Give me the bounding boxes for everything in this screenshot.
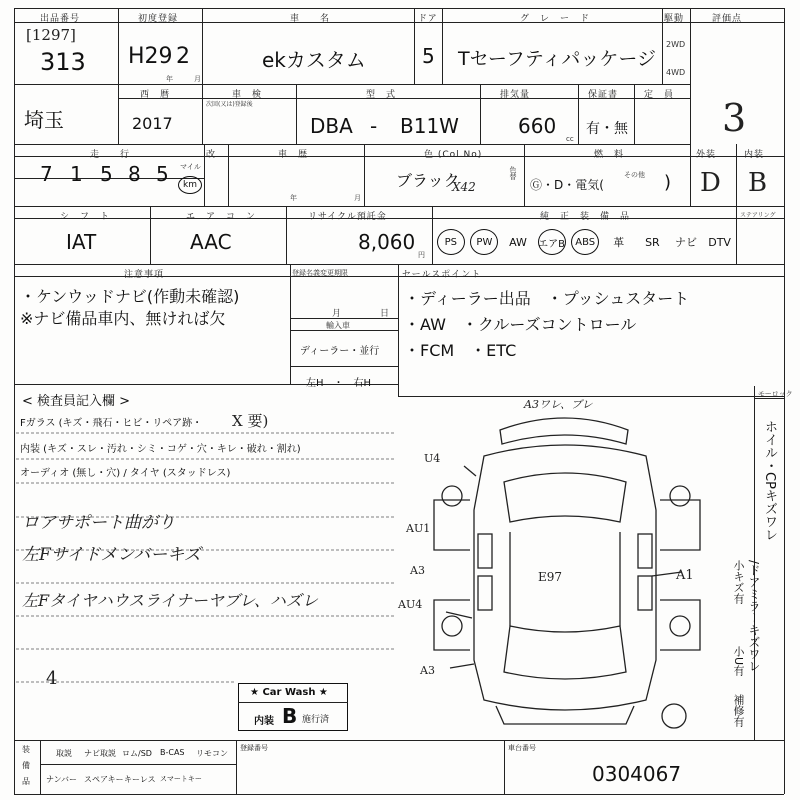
hand-note-3: 左Fタイヤハウスライナーヤブレ、ハズレ [22, 591, 318, 610]
diagram-mark-5: AU4 [398, 598, 423, 611]
exterior-label: 外装 [696, 150, 717, 160]
equipment-dtv-8: DTV [708, 235, 731, 249]
displacement: 660 [518, 114, 557, 138]
row1-div3 [414, 8, 415, 84]
footer-col1-3: 品 [22, 777, 30, 786]
equipment--7: ナビ [675, 236, 697, 249]
sales-point-3: ・FCM ・ETC [404, 341, 517, 360]
row3-div2 [228, 144, 229, 206]
diagram-mark-4: A3 [410, 564, 425, 577]
footer-div1 [40, 740, 41, 794]
margin-mark: 4 [46, 668, 58, 689]
car-name-label: 車 名 [290, 14, 331, 24]
row1-bottom [14, 84, 690, 85]
footer-col1-1: 装 [22, 745, 30, 754]
grade-label: グ レ ー ド [520, 14, 591, 24]
footer-r1-3: ロム/SD [122, 749, 152, 758]
car-diagram [400, 400, 750, 740]
drive-label: 駆動 [664, 14, 685, 24]
row4-div2 [286, 206, 287, 264]
equipment-ps-0: PS [437, 229, 465, 255]
reg-deadline-label: 登録名義変更期限 [292, 269, 348, 277]
yen-unit: 円 [418, 251, 425, 259]
car-name: ekカスタム [262, 48, 366, 72]
recycle-label: リサイクル預託金 [308, 212, 387, 222]
footer-r1-2: ナビ取説 [84, 749, 116, 758]
ac: AAC [190, 230, 232, 254]
handle-line [290, 366, 398, 367]
doors: 5 [422, 44, 435, 68]
diagram-mark-7: E97 [538, 570, 563, 584]
row4-bottom [14, 264, 784, 265]
car-wash-line [238, 702, 348, 703]
color-label: 色 (Col.No) [424, 150, 483, 160]
sales-point-2: ・AW ・クルーズコントロール [404, 315, 637, 334]
row4-header-line [14, 218, 784, 219]
footer-div3 [504, 740, 505, 794]
sales-label: セールスポイント [402, 270, 482, 280]
footer-r1-5: リモコン [196, 749, 228, 758]
equipment-pw-1: PW [470, 229, 498, 255]
row2-div1 [296, 84, 297, 144]
row2-bottom [14, 144, 690, 145]
notes-div2 [398, 264, 399, 396]
year: 2017 [132, 114, 173, 133]
legend-1: ホイル・CPキズワレ [762, 420, 777, 541]
inspection-line-1: Fガラス (キズ・飛石・ヒビ・リペア跡・ [20, 418, 203, 429]
year-label: 西 暦 [140, 90, 171, 100]
sales-point-1: ・ディーラー出品 ・プッシュスタート [404, 289, 690, 308]
lot-bracket: [1297] [26, 26, 76, 44]
fuel-options: Ⓖ・D・電気( [530, 178, 604, 192]
inspection-ruled-lines [16, 420, 396, 720]
diagram-mark-2: U4 [424, 452, 441, 465]
import-value: ディーラー・並行 [300, 346, 380, 357]
footer-r1-1: 取説 [56, 749, 72, 758]
lot-number: 313 [40, 48, 86, 76]
row3-div1 [204, 144, 205, 206]
caution-line-1: ・ケンウッドナビ(作動未確認) [20, 287, 240, 306]
car-wash-title: ★ Car Wash ★ [250, 687, 328, 698]
footer-r2-3: キーレス [124, 775, 156, 784]
handle-value: 左H ・ 右H [306, 378, 372, 389]
row2-div4 [634, 84, 635, 144]
color-change: 色替 [509, 166, 517, 180]
row1-div4 [442, 8, 443, 84]
first-reg-label: 初度登録 [138, 14, 179, 24]
mileage-digit-5: 5 [156, 162, 169, 186]
shift-label: シ フ ト [60, 212, 111, 222]
border-top [14, 8, 784, 9]
border-right [784, 8, 785, 794]
modify-label: 改 [206, 150, 217, 160]
model-label: 型 式 [366, 90, 397, 100]
border-bottom [14, 794, 784, 795]
first-reg-era: H29 [128, 44, 173, 69]
row4-div4 [736, 206, 737, 264]
mileage-unit-mile: マイル [180, 163, 201, 171]
row1-div6 [690, 8, 691, 144]
shaken-sub: 次回(又は)登録後 [206, 101, 253, 108]
interior-grade: B [748, 168, 768, 198]
diagram-mark-3: AU1 [406, 522, 431, 535]
equipment-b-3: エアB [538, 229, 566, 255]
model-prefix: DBA [310, 114, 353, 138]
displacement-label: 排気量 [500, 90, 531, 100]
lot-label: 出品番号 [40, 14, 81, 24]
history-month: 月 [354, 194, 361, 202]
mileage-digit-3: 5 [100, 162, 113, 186]
equipment-sr-6: SR [645, 235, 660, 249]
color-code: X42 [452, 180, 476, 194]
mileage-digit-4: 8 [128, 162, 141, 186]
row1-div5 [662, 8, 663, 84]
equipment-label: 純 正 装 備 品 [540, 212, 631, 222]
shaken-label: 車 検 [232, 90, 263, 100]
grade: Tセーフティパッケージ [458, 48, 656, 70]
fuel-label: 燃 料 [594, 150, 625, 160]
footer-r1-4: B-CAS [160, 748, 185, 757]
score-label: 評価点 [712, 14, 743, 24]
legend-3: 小キズ有 [732, 560, 745, 604]
warranty: 有・無 [586, 121, 628, 137]
first-reg-month: 2 [176, 44, 190, 69]
history-label: 車 歴 [278, 150, 309, 160]
diagram-mark-8: A1 [676, 568, 694, 583]
caution-line-2: ※ナビ備品車内、無ければ欠 [20, 309, 226, 328]
equipment-abs-4: ABS [571, 229, 599, 255]
diagram-mark-1: A3ワレ、ブレ [524, 398, 593, 411]
drive-4wd: 4WD [666, 68, 686, 77]
mileage-unit-km: km [178, 176, 202, 194]
caution-label: 注意事項 [124, 270, 165, 280]
warranty-label: 保証書 [588, 90, 619, 100]
footer-div2 [236, 740, 237, 794]
ac-label: エ ア コ ン [186, 212, 257, 222]
drive-2wd: 2WD [666, 40, 686, 49]
month-unit: 月 [194, 75, 201, 83]
footer-mid [40, 764, 236, 765]
score: 3 [722, 96, 747, 140]
shift: IAT [66, 230, 97, 254]
legend-4: 小U有 [732, 646, 745, 677]
equipment--5: 革 [613, 236, 625, 249]
molock-label: モーロック [758, 390, 793, 398]
diagram-mark-6: A3 [420, 664, 435, 677]
row3-bottom [14, 206, 784, 207]
row3-div3 [364, 144, 365, 206]
year-unit: 年 [166, 75, 173, 83]
footer-r2-4: スマートキー [160, 775, 202, 783]
interior-label: 内装 [744, 150, 765, 160]
row1-div1 [118, 8, 119, 144]
inspection-title: < 検査員記入欄 > [22, 394, 131, 409]
row2-div3 [578, 84, 579, 144]
car-wash-done: 施行済 [302, 715, 330, 725]
model-dash: - [370, 114, 378, 138]
recycle-amount: 8,060 [358, 230, 416, 254]
reg-day: 日 [380, 309, 390, 319]
footer-r2-2: スペアキー [84, 775, 124, 784]
import-label: 輸入車 [326, 321, 350, 330]
region: 埼玉 [24, 108, 64, 132]
footer-top [14, 740, 784, 741]
hand-note-2: 左Fサイドメンバーキズ [22, 545, 201, 565]
inspection-line-2: 内装 (キズ・スレ・汚れ・シミ・コゲ・穴・キレ・破れ・割れ) [20, 444, 301, 455]
reg-number-label: 登録番号 [240, 744, 268, 752]
border-left [14, 8, 15, 794]
doors-label: ドア [418, 14, 438, 24]
car-wash-interior: 内装 [254, 716, 274, 727]
row3-div4 [524, 144, 525, 206]
row2-div2 [480, 84, 481, 144]
reg-month: 月 [332, 309, 342, 319]
exterior-grade: D [700, 168, 721, 198]
glass-mark: X 要) [232, 412, 269, 430]
chassis-number: 0304067 [592, 762, 682, 786]
mileage-label: 走 行 [90, 150, 131, 160]
steering-label: ステアリング [740, 212, 776, 219]
inspection-line-3: オーディオ (無し・穴) / タイヤ (スタッドレス) [20, 468, 231, 479]
mileage-digit-2: 1 [70, 162, 83, 186]
history-year: 年 [290, 194, 297, 202]
hand-note-1: ロアサポート曲がり [22, 513, 175, 533]
row3-div6 [736, 144, 737, 206]
legend-5: 補修有 [732, 694, 745, 727]
footer-col1-2: 備 [22, 761, 30, 770]
row4-div1 [150, 206, 151, 264]
fuel-close: ) [664, 172, 672, 193]
row4-div3 [432, 206, 433, 264]
legend-2: /ドアミラーキズワレ [747, 560, 761, 673]
equipment-aw-2: AW [509, 235, 527, 249]
chassis-label: 車台番号 [508, 744, 536, 752]
capacity-label: 定 員 [644, 90, 675, 100]
car-wash-grade: B [282, 704, 298, 728]
cc-unit: cc [566, 135, 574, 143]
row3-div5 [690, 144, 691, 206]
model-code: B11W [400, 114, 459, 138]
fuel-other: その他 [624, 171, 645, 179]
footer-r2-1: ナンバー [46, 775, 78, 784]
color: ブラック [396, 171, 460, 190]
mileage-digit-1: 7 [40, 162, 53, 186]
row1-div2 [202, 8, 203, 144]
